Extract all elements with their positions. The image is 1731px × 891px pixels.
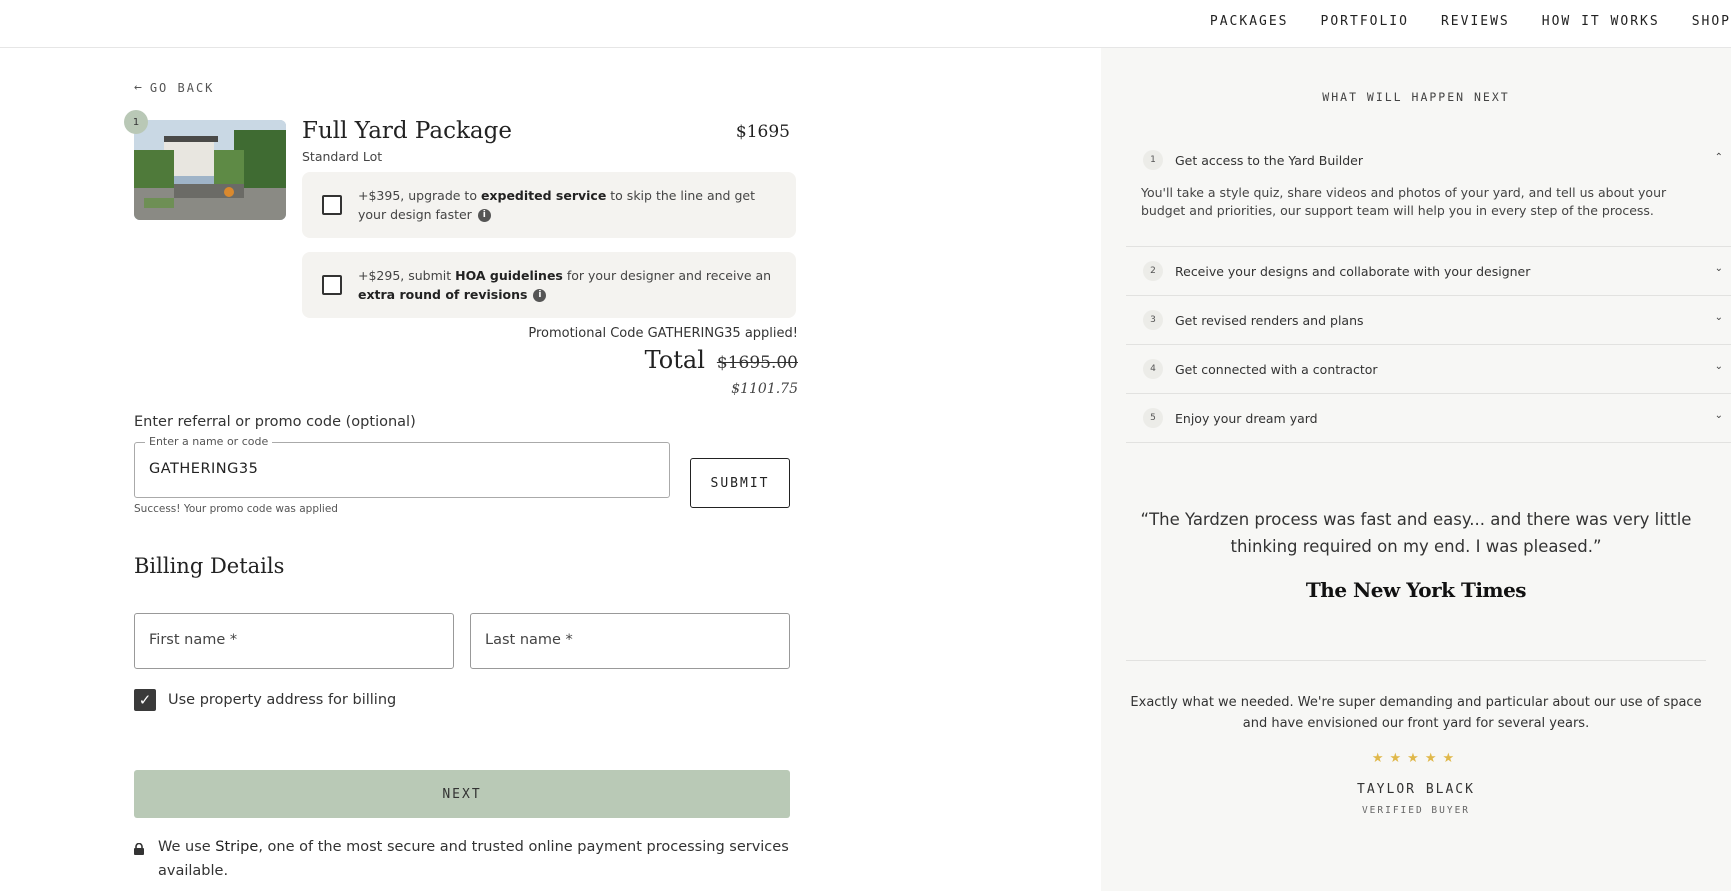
step-2[interactable] — [1126, 247, 1731, 296]
package-price: $1695 — [735, 122, 790, 142]
promo-input-value: GATHERING35 — [149, 461, 259, 477]
customer-review: Exactly what we needed. We're super demanding and particular about our use of space and have envisioned our front yard for several years. — [1130, 695, 1702, 731]
addon-hoa-checkbox[interactable] — [322, 275, 342, 295]
panel-title: WHAT WILL HAPPEN NEXT — [1322, 90, 1510, 104]
next-button[interactable]: NEXT — [134, 770, 790, 818]
addon-hoa — [302, 252, 796, 318]
first-name-field[interactable]: First name * — [134, 613, 454, 669]
addon-hoa-bold-2: extra round of revisions — [358, 287, 528, 302]
press-logo: The New York Times — [1305, 578, 1527, 602]
top-header — [0, 0, 1731, 48]
total-discounted-price: $1101.75 — [731, 381, 798, 397]
promo-applied-message: Promotional Code GATHERING35 applied! — [528, 326, 798, 341]
addon-hoa-text: +$295, submit — [358, 268, 456, 283]
steps-accordion — [1126, 136, 1731, 443]
star-rating: ★★★★★ — [1371, 751, 1461, 766]
step-number: 4 — [1143, 359, 1163, 379]
addon-expedited-checkbox[interactable] — [322, 195, 342, 215]
lock-icon — [134, 843, 144, 855]
stripe-name: Stripe — [215, 839, 259, 855]
nav-reviews[interactable]: REVIEWS — [1440, 14, 1510, 29]
info-icon[interactable]: i — [478, 209, 491, 222]
step-label: Receive your designs and collaborate with your designer — [1175, 263, 1531, 279]
divider — [1126, 660, 1706, 661]
billing-title: Billing Details — [134, 554, 285, 578]
addon-expedited — [302, 172, 796, 238]
step-4[interactable] — [1126, 345, 1731, 394]
use-property-checkbox[interactable]: ✓ — [134, 689, 156, 711]
reviewer-name: TAYLOR BLACK — [1357, 782, 1475, 797]
stripe-note — [134, 835, 794, 883]
promo-label: Enter referral or promo code (optional) — [134, 414, 416, 430]
chevron-up-icon[interactable]: ⌃ — [1714, 152, 1723, 163]
total-row — [645, 346, 798, 374]
use-property-label: Use property address for billing — [168, 692, 397, 708]
nav-packages[interactable]: PACKAGES — [1209, 14, 1289, 29]
chevron-down-icon[interactable]: ⌄ — [1714, 263, 1723, 274]
nav-portfolio[interactable]: PORTFOLIO — [1320, 14, 1409, 29]
step-number: 1 — [1143, 150, 1163, 170]
package-title: Full Yard Package — [302, 118, 512, 144]
package-subtitle: Standard Lot — [302, 149, 383, 164]
addon-expedited-text-2: to skip the line and get your design faster — [358, 188, 755, 222]
stripe-text-1: We use — [158, 839, 216, 855]
addon-expedited-bold: expedited service — [480, 188, 607, 203]
submit-button[interactable]: SUBMIT — [690, 458, 790, 508]
stripe-note-text — [158, 835, 794, 883]
step-label: Get revised renders and plans — [1175, 312, 1364, 328]
addon-hoa-text-2: for your designer and receive an — [562, 268, 772, 283]
step-1[interactable] — [1126, 136, 1731, 247]
total-original-price: $1695.00 — [716, 353, 798, 373]
step-label: Get access to the Yard Builder — [1175, 152, 1363, 168]
main-nav — [1210, 14, 1731, 29]
last-name-field[interactable]: Last name * — [470, 613, 790, 669]
step-number: 3 — [1143, 310, 1163, 330]
use-property-address — [134, 689, 396, 711]
arrow-left-icon: ← — [134, 80, 144, 95]
checkout-panel — [134, 48, 804, 891]
chevron-down-icon[interactable]: ⌄ — [1714, 361, 1723, 372]
step-number: 2 — [1143, 261, 1163, 281]
promo-input-legend: Enter a name or code — [145, 435, 272, 448]
promo-success-message: Success! Your promo code was applied — [134, 503, 338, 515]
nav-how-it-works[interactable]: HOW IT WORKS — [1541, 14, 1660, 29]
verified-badge: VERIFIED BUYER — [1361, 805, 1471, 816]
item-count-badge: 1 — [124, 110, 148, 134]
promo-code-input[interactable] — [134, 435, 670, 498]
testimonial-quote: “The Yardzen process was fast and easy... and there was very little thinking required on my end. I was pleased.” — [1140, 510, 1692, 556]
chevron-down-icon[interactable]: ⌄ — [1714, 410, 1723, 421]
addon-hoa-bold: HOA guidelines — [455, 268, 563, 283]
step-5[interactable] — [1126, 394, 1731, 443]
step-description: You'll take a style quiz, share videos and photos of your yard, and tell us about your budget and priorities, our support team will help you in every step of the process. — [1141, 185, 1667, 218]
info-icon[interactable]: i — [533, 289, 546, 302]
step-3[interactable] — [1126, 296, 1731, 345]
stripe-text-2: , one of the most secure and trusted online payment processing services available. — [158, 839, 789, 879]
addon-expedited-text: +$395, upgrade to — [358, 188, 481, 203]
step-label: Enjoy your dream yard — [1175, 410, 1318, 426]
what-happens-next-panel — [1101, 48, 1731, 891]
nav-shop[interactable]: SHOP — [1691, 14, 1731, 29]
go-back-link[interactable] — [134, 80, 214, 95]
total-label: Total — [644, 346, 705, 374]
package-image — [134, 120, 286, 220]
chevron-down-icon[interactable]: ⌄ — [1714, 312, 1723, 323]
go-back-label: GO BACK — [149, 80, 215, 95]
step-label: Get connected with a contractor — [1175, 361, 1378, 377]
step-number: 5 — [1143, 408, 1163, 428]
